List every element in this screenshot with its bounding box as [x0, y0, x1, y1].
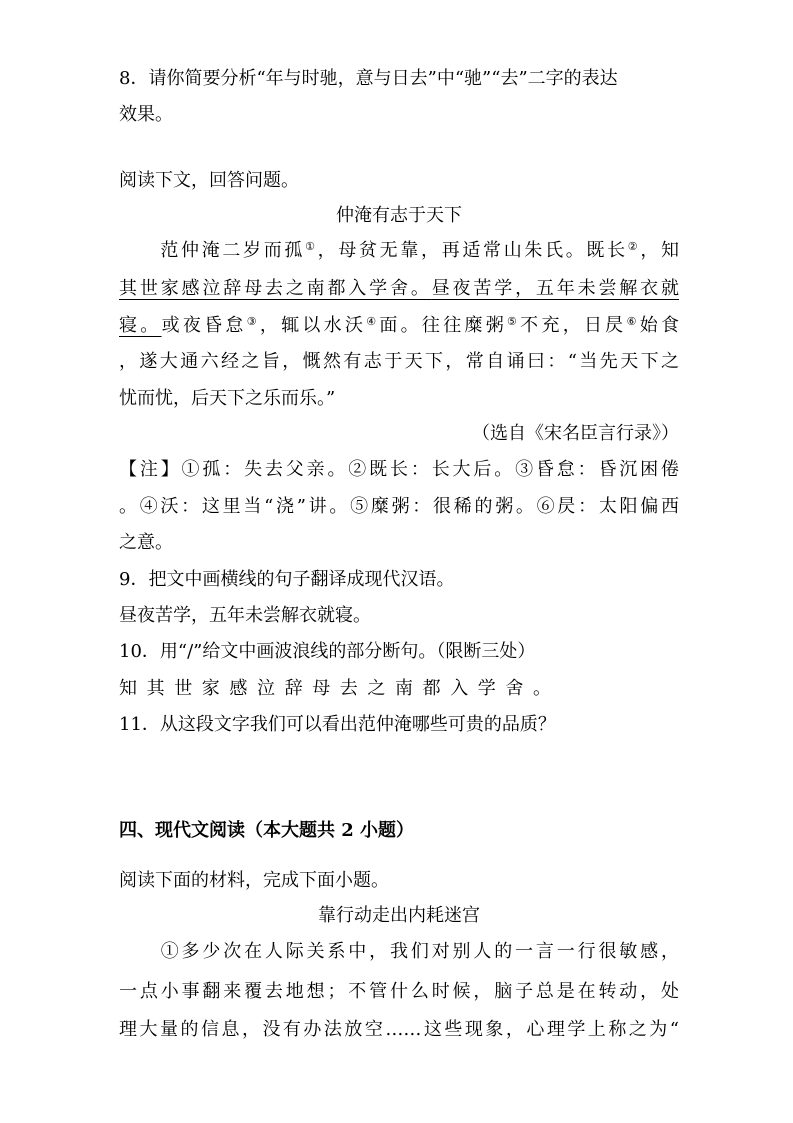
q10-question: 10．用“/”给文中画波浪线的部分断句。（限断三处） — [119, 641, 536, 662]
text-run: 或夜昏怠 — [161, 315, 247, 336]
q8-line-1: 8．请你简要分析“年与时驰，意与日去”中“驰”“去”二字的表达 — [119, 68, 618, 89]
footnote-marker: ④ — [366, 315, 380, 328]
footnote-marker: ② — [627, 240, 641, 253]
modern-text-title: 靠行动走出内耗迷宫 — [318, 905, 480, 926]
footnote-marker: ⑥ — [626, 315, 640, 328]
classical-line-4: ，遂大通六经之旨，慨然有志于天下，常自诵曰：“当先天下之 — [119, 351, 679, 372]
section4-intro: 阅读下面的材料，完成下面小题。 — [119, 870, 389, 891]
wavy-underlined-text: 其世家感泣辞母去之南都入学舍。 — [119, 278, 432, 299]
q10-text: 知其世家感泣辞母去之南都入学舍。 — [119, 678, 561, 699]
underlined-sentence: 昼夜苦学，五年未尝解衣就 — [431, 278, 680, 299]
text-run: 面。往往糜粥 — [379, 315, 508, 336]
text-run: ，辄以水沃 — [259, 315, 367, 336]
footnote-marker: ③ — [246, 315, 260, 328]
classical-title: 仲淹有志于天下 — [336, 205, 462, 226]
text-run: ，知 — [640, 240, 680, 261]
footnote-marker: ① — [305, 240, 318, 253]
classical-line-5: 忧而忧，后天下之乐而乐。” — [119, 388, 336, 409]
classical-line-1 — [119, 239, 679, 263]
notes-line-2: 。④沃：这里当“浇”讲。⑤糜粥：很稀的粥。⑥昃：太阳偏西 — [119, 496, 679, 517]
classical-line-3 — [119, 314, 679, 338]
modern-para-line-2: 一点小事翻来覆去地想；不管什么时候，脑子总是在转动，处 — [119, 981, 679, 1002]
footnote-marker: ⑤ — [507, 315, 521, 328]
section4-heading: 四、现代文阅读（本大题共 2 小题） — [119, 820, 415, 841]
classical-line-2 — [119, 277, 679, 301]
modern-para-line-1: ①多少次在人际关系中，我们对别人的一言一行很敏感， — [119, 941, 679, 962]
classical-source: （选自《宋名臣言行录》） — [472, 423, 679, 444]
text-run: 范仲淹二岁而孤 — [119, 240, 306, 261]
notes-line-3: 之意。 — [119, 532, 173, 553]
text-run: 不充，日昃 — [520, 315, 627, 336]
underlined-sentence-end: 寝。 — [119, 315, 162, 336]
q8-line-2: 效果。 — [119, 104, 173, 125]
q11-question: 11．从这段文字我们可以看出范仲淹哪些可贵的品质？ — [119, 714, 556, 735]
reading-intro: 阅读下文，回答问题。 — [119, 170, 299, 191]
modern-para-line-3: 理大量的信息，没有办法放空……这些现象，心理学上称之为“ — [119, 1019, 679, 1040]
notes-line-1: 【注】①孤：失去父亲。②既长：长大后。③昏怠：昏沉困倦 — [119, 459, 679, 480]
q9-question: 9．把文中画横线的句子翻译成现代汉语。 — [119, 569, 455, 590]
text-run: ，母贫无靠，再适常山朱氏。既长 — [317, 240, 628, 261]
q9-sentence: 昼夜苦学，五年未尝解衣就寝。 — [119, 605, 371, 626]
text-run: 始食 — [639, 315, 679, 336]
